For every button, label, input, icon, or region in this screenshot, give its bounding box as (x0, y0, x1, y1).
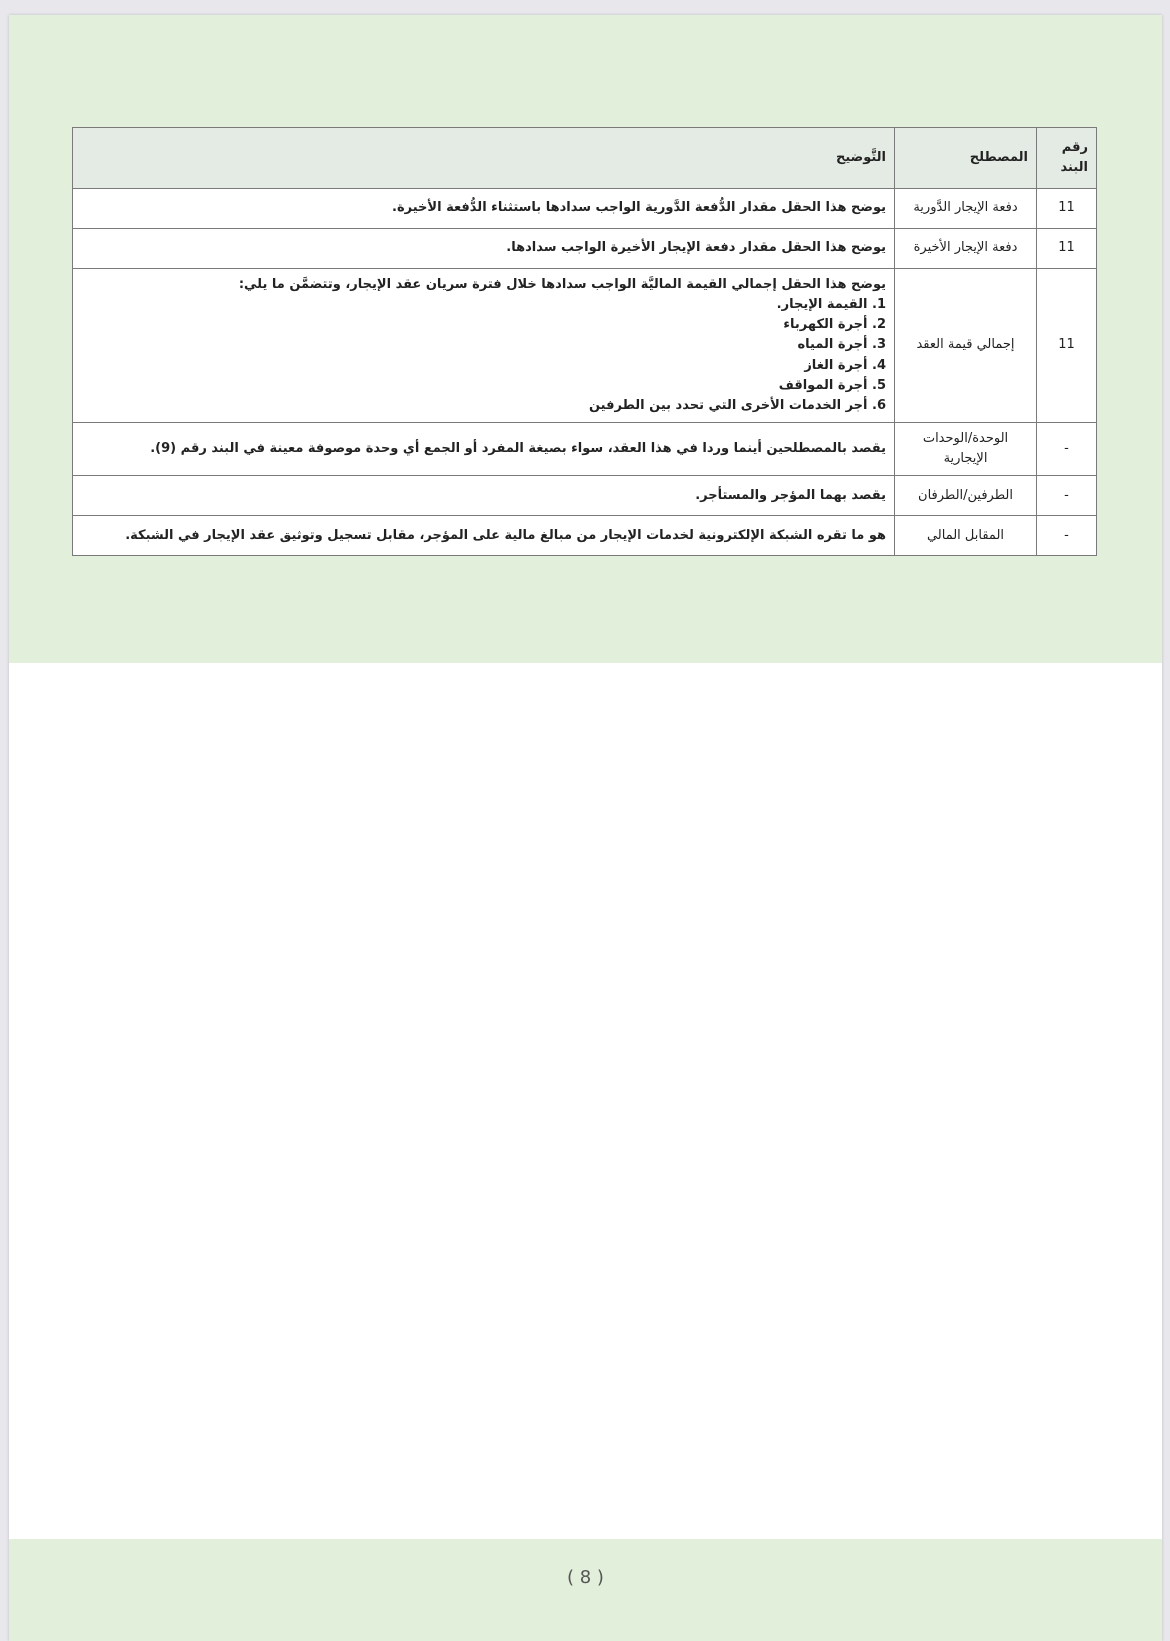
row-term: دفعة الإيجار الدَّورية (895, 189, 1037, 229)
row-description: يوضح هذا الحقل مقدار الدُّفعة الدَّورية الواجب سدادها باستثناء الدُّفعة الأخيرة. (73, 189, 895, 229)
header-term: المصطلح (895, 128, 1037, 189)
row-description: يقصد بالمصطلحين أينما وردا في هذا العقد، سواء بصيغة المفرد أو الجمع أي وحدة موصوفة معينة في البند رقم (9). (73, 422, 895, 475)
table-row (73, 476, 1097, 516)
row-description (73, 269, 895, 423)
header-item-number: رقم البند (1037, 128, 1097, 189)
row-number: 11 (1037, 189, 1097, 229)
row-term: المقابل المالي (895, 516, 1037, 556)
row-description: يقصد بهما المؤجر والمستأجر. (73, 476, 895, 516)
row-number: - (1037, 516, 1097, 556)
row-term: دفعة الإيجار الأخيرة (895, 229, 1037, 269)
list-item: 1. القيمة الإيجار. (776, 297, 886, 313)
row-term: إجمالي قيمة العقد (895, 269, 1037, 423)
list-item: 4. أجرة الغاز (804, 357, 886, 373)
row-number: - (1037, 422, 1097, 475)
table-row (73, 516, 1097, 556)
header-explanation: التَّوضيح (73, 128, 895, 189)
page-number: ( 8 ) (567, 1567, 604, 1588)
row-term: الطرفين/الطرفان (895, 476, 1037, 516)
row-description: يوضح هذا الحقل مقدار دفعة الإيجار الأخيرة الواجب سدادها. (73, 229, 895, 269)
list-item: 2. أجرة الكهرباء (783, 317, 886, 333)
document-page (9, 15, 1162, 1641)
row-number: 11 (1037, 229, 1097, 269)
list-item: 3. أجرة المياه (797, 337, 886, 353)
row-description: هو ما تقره الشبكة الإلكترونية لخدمات الإيجار من مبالغ مالية على المؤجر، مقابل تسجيل وتوثيق عقد الإيجار في الشبكة. (73, 516, 895, 556)
table-header-row (73, 128, 1097, 189)
list-item: 6. أجر الخدمات الأخرى التي تحدد بين الطرفين (588, 397, 886, 413)
row-term: الوحدة/الوحدات الإيجارية (895, 422, 1037, 475)
row-number: 11 (1037, 269, 1097, 423)
table-row (73, 229, 1097, 269)
table-row (73, 189, 1097, 229)
row-number: - (1037, 476, 1097, 516)
terms-table (72, 127, 1097, 556)
bottom-band (9, 1539, 1162, 1641)
list-item: 5. أجرة المواقف (778, 377, 886, 393)
table-row (73, 422, 1097, 475)
table-row (73, 269, 1097, 423)
description-intro: يوضح هذا الحقل إجمالي القيمة الماليَّة الواجب سدادها خلال فترة سريان عقد الإيجار، وتتضمَّن ما يلي: (238, 277, 886, 292)
